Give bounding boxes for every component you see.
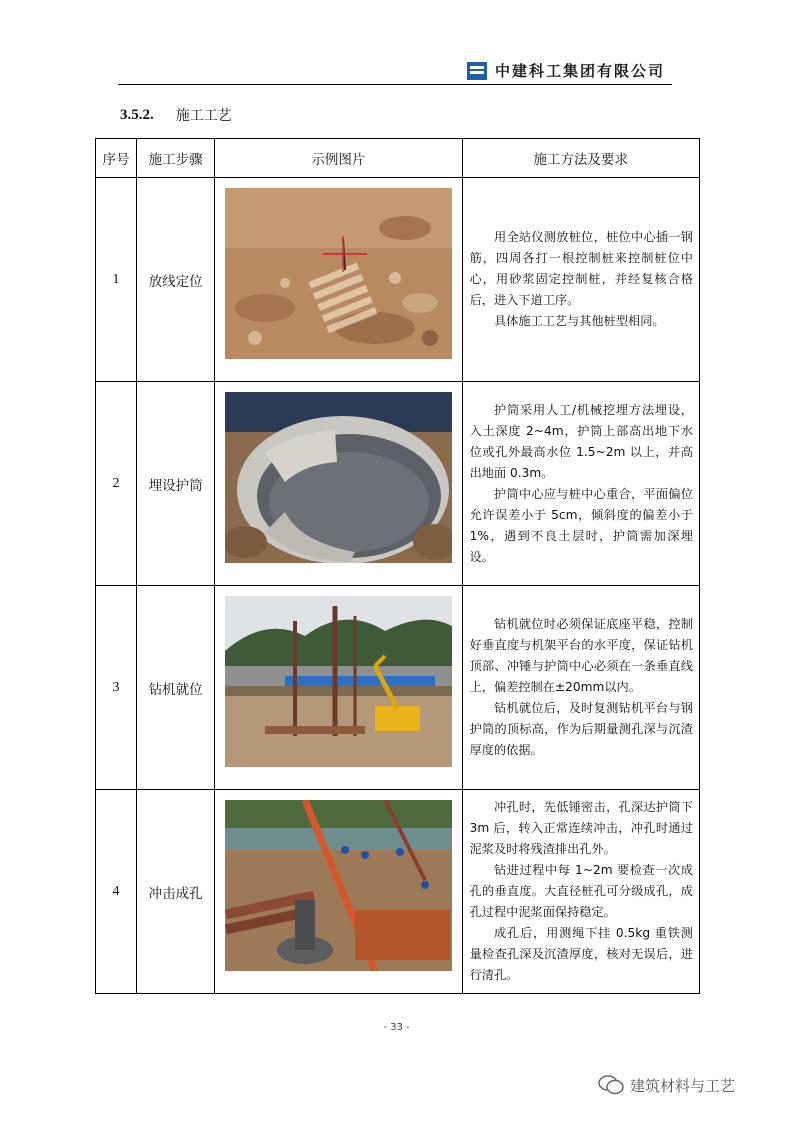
method-paragraph: 成孔后，用测绳下挂 0.5kg 重铁测量检查孔深及沉渣厚度，核对无误后，进行清孔。 xyxy=(469,926,693,982)
construction-process-table xyxy=(95,138,700,994)
row-step: 放线定位 xyxy=(137,178,215,382)
table-row xyxy=(96,178,700,382)
row-method xyxy=(462,382,699,586)
row-index: 1 xyxy=(96,178,137,382)
row-step: 埋设护筒 xyxy=(137,382,215,586)
section-title: 施工工艺 xyxy=(175,108,232,124)
header-method: 施工方法及要求 xyxy=(462,139,699,178)
company-name: 中建科工集团有限公司 xyxy=(495,62,666,80)
page-number: - 33 - xyxy=(383,1022,410,1033)
method-paragraph: 具体施工工艺与其他桩型相同。 xyxy=(493,314,665,328)
method-paragraph: 用全站仪测放桩位，桩位中心插一钢筋，四周各打一根控制桩来控制桩位中心，用砂浆固定控制桩，并经复核合格后，进入下道工序。 xyxy=(469,230,693,307)
table-row xyxy=(96,586,700,790)
header-divider xyxy=(118,84,672,85)
steel-casing-photo xyxy=(225,392,452,563)
table-row xyxy=(96,382,700,586)
row-index: 2 xyxy=(96,382,137,586)
header-step: 施工步骤 xyxy=(137,139,215,178)
row-method xyxy=(462,586,699,790)
row-index: 4 xyxy=(96,790,137,994)
company-header xyxy=(467,60,665,81)
section-number: 3.5.2. xyxy=(120,106,154,123)
method-paragraph: 钻进过程中每 1~2m 要检查一次成孔的垂直度。大直径桩孔可分级成孔，成孔过程中泥浆面保持稳定。 xyxy=(469,863,693,919)
row-method xyxy=(462,790,699,994)
watermark xyxy=(598,1074,735,1096)
header-index: 序号 xyxy=(96,139,137,178)
method-paragraph: 钻机就位后，及时复测钻机平台与钢护筒的顶标高，作为后期量测孔深与沉渣厚度的依据。 xyxy=(469,701,693,757)
percussion-drilling-photo xyxy=(225,800,452,971)
table-header-row xyxy=(96,139,700,178)
row-step: 钻机就位 xyxy=(137,586,215,790)
row-picture-cell xyxy=(215,790,462,994)
row-method xyxy=(462,178,699,382)
row-picture-cell xyxy=(215,586,462,790)
method-paragraph: 钻机就位时必须保证底座平稳，控制好垂直度与机架平台的水平度，保证钻机顶部、冲锤与护筒中心必须在一条垂直线上，偏差控制在±20mm以内。 xyxy=(469,617,693,694)
method-paragraph: 冲孔时，先低锤密击，孔深达护筒下 3m 后，转入正常连续冲击，冲孔时通过泥浆及时将残渣排出孔外。 xyxy=(469,800,693,856)
method-paragraph: 护筒采用人工/机械挖埋方法埋设，入土深度 2~4m，护筒上部高出地下水位或孔外最高水位 1.5~2m 以上，并高出地面 0.3m。 xyxy=(469,402,693,480)
drilling-rig-photo xyxy=(225,596,452,767)
watermark-text: 建筑材料与工艺 xyxy=(630,1076,736,1095)
section-heading xyxy=(120,105,232,125)
row-step: 冲击成孔 xyxy=(137,790,215,994)
row-picture-cell xyxy=(215,178,462,382)
survey-stake-photo xyxy=(225,188,452,359)
row-index: 3 xyxy=(96,586,137,790)
method-paragraph: 护筒中心应与桩中心重合，平面偏位允许误差小于 5cm，倾斜度的偏差小于 1%，遇到不良土层时，护筒需加深埋设。 xyxy=(469,486,693,564)
company-logo-icon xyxy=(467,62,487,80)
table-row xyxy=(96,790,700,994)
header-picture: 示例图片 xyxy=(215,139,462,178)
row-picture-cell xyxy=(215,382,462,586)
chat-bubble-icon xyxy=(598,1074,624,1096)
